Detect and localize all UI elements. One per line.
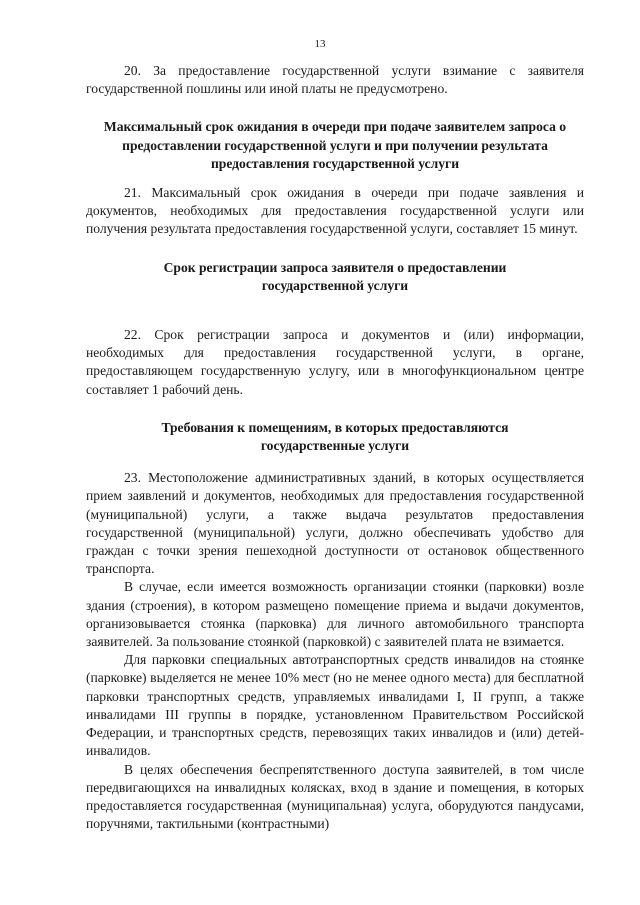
- spacer: [86, 455, 584, 469]
- spacer: [86, 98, 584, 118]
- heading-registration-term: Срок регистрации запроса заявителя о предоставлении государственной услуги: [163, 259, 507, 293]
- paragraph-22: 22. Срок регистрации запроса и документов и (или) информации, необходимых для предоставления государственной услуги, в органе, предоставляющем государственную услугу, или в многофункциональном центре составляет 1 рабочий день.: [86, 327, 584, 397]
- document-body: [86, 62, 584, 833]
- page-number: 13: [314, 38, 326, 50]
- spacer: [86, 295, 584, 315]
- paragraph-23: 23. Местоположение административных зданий, в которых осуществляется прием заявлений и документов, необходимых для предоставления государственной (муниципальной) услуги, а также выдача результатов предоставления государственной (муниципальной) услуги, должно обеспечивать удобство для граждан с точки зрения пешеходной доступности от остановок общественного транспорта.: [86, 470, 584, 577]
- paragraph-parking: В случае, если имеется возможность организации стоянки (парковки) возле здания (строения), в котором размещено помещение приема и выдачи документов, организовывается стоянка (парковка) для личного автомобильного транспорта заявителей. За пользование стоянкой (парковкой) с заявителей плата не взимается.: [86, 579, 584, 650]
- paragraph-accessibility: В целях обеспечения беспрепятственного доступа заявителей, в том числе передвигающихся на инвалидных колясках, вход в здание и помещения, в которых предоставляется государственная (муниципальная) услуга, оборудуются пандусами, поручнями, тактильными (контрастными): [86, 761, 584, 832]
- paragraph-disabled-parking: Для парковки специальных автотранспортных средств инвалидов на стоянке (парковке) выделяется не менее 10% мест (но не менее одного места) для бесплатной парковки транспортных средств, управляемых инвалидами I, II групп, а также инвалидами III группы в порядке, установленном Правительством Российской Федерации, и транспортных средств, перевозящих таких инвалидов и (или) детей-инвалидов.: [86, 652, 584, 759]
- heading-premises-requirements: Требования к помещениям, в которых предоставляются государственные услуги: [161, 419, 509, 454]
- spacer: [86, 173, 584, 184]
- paragraph-21: 21. Максимальный срок ожидания в очереди при подаче заявления и документов, необходимых для предоставления государственной услуги или получения результата предоставления государственной услуги, составляет 15 минут.: [86, 185, 584, 237]
- spacer: [86, 239, 584, 259]
- paragraph-20: 20. За предоставление государственной услуги взимание с заявителя государственной пошлины или иной платы не предусмотрено.: [86, 63, 584, 97]
- spacer: [86, 315, 584, 326]
- heading-max-wait-time: Максимальный срок ожидания в очереди при подаче заявителем запроса о предоставлении государственной услуги и при получении результата предоставления государственной услуги: [103, 119, 567, 171]
- spacer: [86, 399, 584, 419]
